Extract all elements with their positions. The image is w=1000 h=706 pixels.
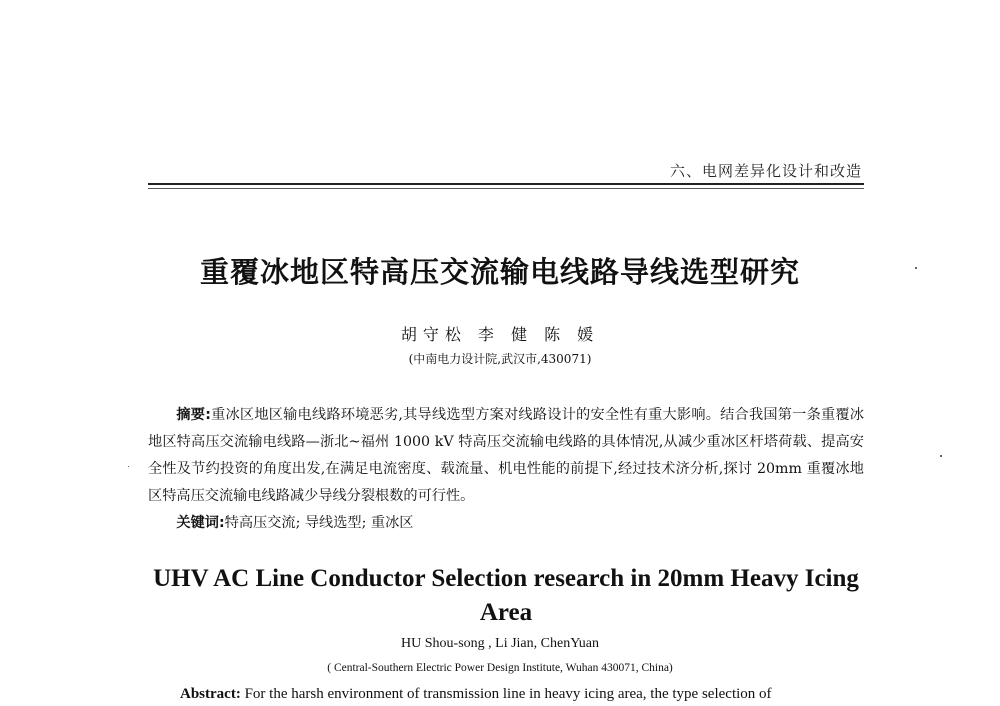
header-rule-thick [148,183,864,185]
english-affiliation: ( Central-Southern Electric Power Design Institute, Wuhan 430071, China) [327,662,673,674]
chinese-abstract [148,402,864,510]
scan-speck [940,455,942,457]
chinese-keywords [148,510,864,537]
author-affiliation: (中南电力设计院,武汉市,430071) [408,352,592,366]
keywords-text: 特高压交流; 导线选型; 重冰区 [224,515,414,531]
scan-speck [128,466,129,467]
author-list: 胡守松 李 健 陈 媛 [400,325,600,344]
header-rule-thin [148,188,864,189]
english-abstract [180,682,864,706]
abstract-text: 重冰区地区输电线路环境恶劣,其导线选型方案对线路设计的安全性有重大影响。结合我国第一条重覆冰地区特高压交流输电线路—浙北~福州 1000 kV 特高压交流输电线路的具体情况,从减少重冰区杆塔荷载、提高安全性及节约投资的角度出发,在满足电流密度、载流量、机电性能的前提下,经过技术济分析,探讨 20mm 重覆冰地区特高压交流输电线路减少导线分裂根数的可行性。 [148,407,864,504]
section-header: 六、电网差异化设计和改造 [669,162,862,180]
abstract-label: 摘要: [176,407,211,423]
english-authors: HU Shou-song , Li Jian, ChenYuan [401,636,599,651]
english-abstract-label: Abstract: [180,686,241,702]
keywords-label: 关键词: [176,515,225,531]
english-title: UHV AC Line Conductor Selection research in 20mm Heavy Icing Area [153,565,859,626]
scan-speck [915,267,917,269]
paper-title: 重覆冰地区特高压交流输电线路导线选型研究 [199,255,800,289]
english-abstract-text: For the harsh environment of transmission line in heavy icing area, the type selection of [244,686,772,702]
